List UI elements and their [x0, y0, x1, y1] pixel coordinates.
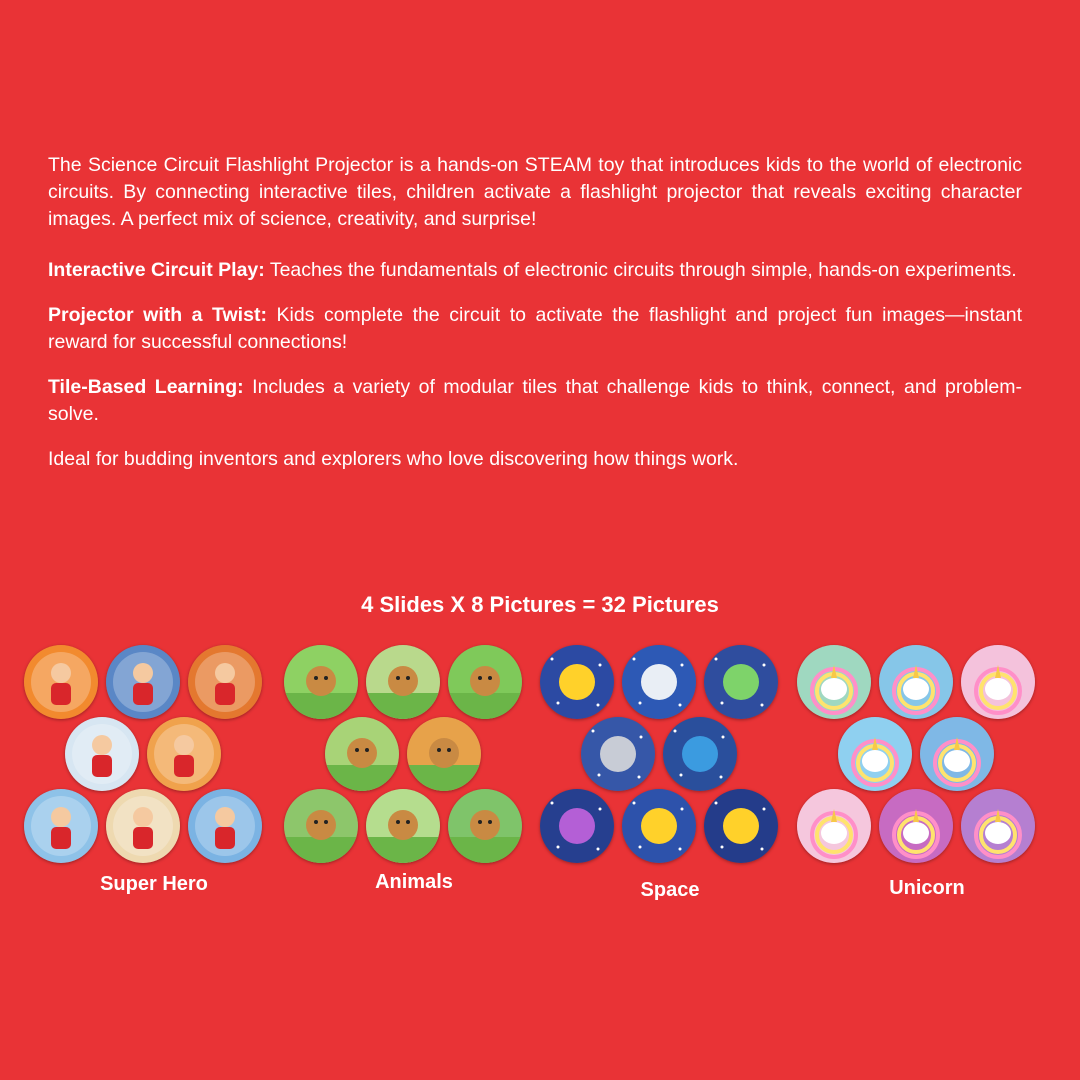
- unicorn-castle-icon: [879, 645, 953, 719]
- planet-icon: [540, 789, 614, 863]
- slide-label: Unicorn: [889, 877, 965, 899]
- intro-paragraph: The Science Circuit Flashlight Projector is a hands-on STEAM toy that introduces kids to the world of electronic circuits. By connecting interactive tiles, children activate a flashlight projector that reveals exciting character images. A perfect mix of science, creativity, and surprise!: [48, 154, 1022, 230]
- hero-girl-icon: [106, 645, 180, 719]
- hero-boy-icon: [24, 645, 98, 719]
- giraffe-icon: [448, 789, 522, 863]
- elephant-icon: [366, 645, 440, 719]
- slide-label: Animals: [375, 871, 453, 893]
- moon-icon: [704, 789, 778, 863]
- feature-projector: [48, 302, 1022, 356]
- pink-castle-icon: [797, 789, 871, 863]
- hero-masked-icon: [147, 717, 221, 791]
- earth-icon: [663, 717, 737, 791]
- slide-group-space: [540, 645, 800, 915]
- slide-label: Space: [640, 879, 700, 901]
- feature-title: Projector with a Twist:: [48, 304, 267, 326]
- unicorn-garden-icon: [797, 645, 871, 719]
- slide-group-unicorn: [797, 645, 1057, 915]
- panda-icon: [448, 645, 522, 719]
- unicorn-blue-icon: [920, 717, 994, 791]
- unicorn-princess-icon: [961, 789, 1035, 863]
- unicorn-rainbow-icon: [838, 717, 912, 791]
- rocket-icon: [581, 717, 655, 791]
- slides-summary: 4 Slides X 8 Pictures = 32 Pictures: [361, 592, 719, 617]
- slide-label: Super Hero: [100, 873, 208, 895]
- feature-title: Interactive Circuit Play:: [48, 259, 265, 281]
- feature-text: Teaches the fundamentals of electronic circuits through simple, hands-on experiments.: [264, 259, 1017, 281]
- monkey-icon: [284, 789, 358, 863]
- hero-girl-flying-icon: [106, 789, 180, 863]
- hero-boy-blue-icon: [188, 789, 262, 863]
- lion-icon: [284, 645, 358, 719]
- unicorn-pink-icon: [961, 645, 1035, 719]
- hero-kid-icon: [65, 717, 139, 791]
- hero-dog-icon: [24, 789, 98, 863]
- feature-circuit-play: [48, 257, 1022, 284]
- slide-group-animals: [284, 645, 544, 915]
- feature-tile-learning: [48, 374, 1022, 428]
- slide-group-super-hero: [24, 645, 284, 915]
- unicorn-friends-icon: [879, 789, 953, 863]
- sun-icon: [540, 645, 614, 719]
- feature-text: Includes a variety of modular tiles that challenge kids to think, connect, and problem-solve.: [48, 376, 1022, 425]
- alien-ufo-icon: [704, 645, 778, 719]
- hero-robot-icon: [188, 645, 262, 719]
- description-block: [48, 152, 1022, 491]
- feature-title: Tile-Based Learning:: [48, 376, 244, 398]
- horse-icon: [407, 717, 481, 791]
- astronaut-icon: [622, 645, 696, 719]
- cow-icon: [325, 717, 399, 791]
- closing-paragraph: Ideal for budding inventors and explorers who love discovering how things work.: [48, 448, 739, 470]
- dog-icon: [366, 789, 440, 863]
- feature-text: Kids complete the circuit to activate the flashlight and project fun images—instant reward for successful connections!: [48, 304, 1022, 353]
- star-icon: [622, 789, 696, 863]
